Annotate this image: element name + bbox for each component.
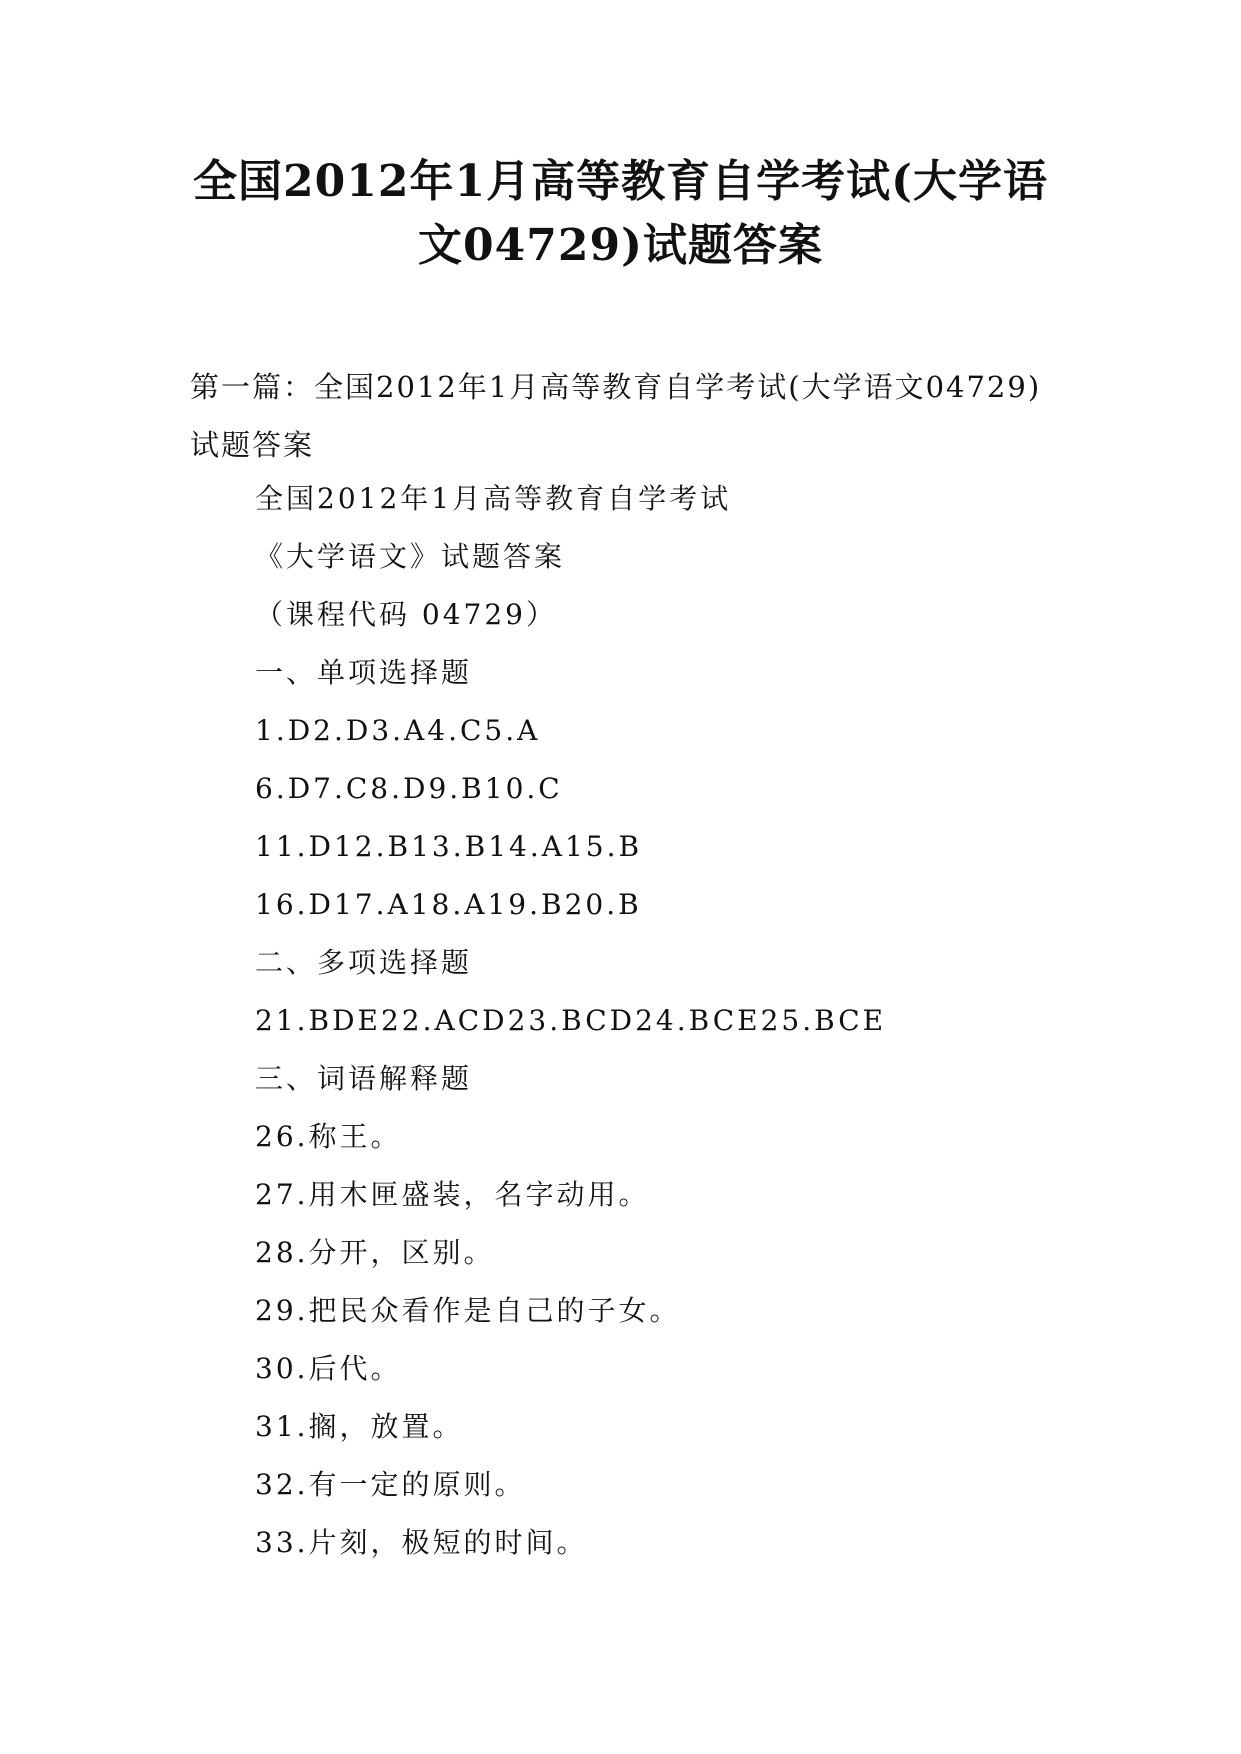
body-line: 27.用木匣盛装，名字动用。: [255, 1178, 650, 1211]
body-line: 33.片刻，极短的时间。: [255, 1526, 588, 1559]
body-line: 29.把民众看作是自己的子女。: [255, 1294, 681, 1327]
body-line: 30.后代。: [255, 1352, 402, 1385]
body-line: 全国2012年1月高等教育自学考试: [255, 482, 732, 515]
body-line: 一、单项选择题: [255, 656, 473, 689]
body-line: 11.D12.B13.B14.A15.B: [255, 830, 643, 863]
body-line: 16.D17.A18.A19.B20.B: [255, 888, 642, 921]
body-line: 21.BDE22.ACD23.BCD24.BCE25.BCE: [255, 1004, 887, 1037]
document-title: [150, 150, 1091, 278]
section-heading: 第一篇：全国2012年1月高等教育自学考试(大学语文04729)试题答案: [190, 370, 1042, 462]
body-line: 二、多项选择题: [255, 946, 473, 979]
answer-body: [255, 470, 1055, 1572]
body-line: 26.称王。: [255, 1120, 402, 1153]
body-line: （课程代码 04729）: [255, 598, 557, 631]
body-line: 《大学语文》试题答案: [255, 540, 566, 573]
body-line: 31.搁，放置。: [255, 1410, 464, 1443]
body-line: 6.D7.C8.D9.B10.C: [255, 772, 563, 805]
body-line: 28.分开，区别。: [255, 1236, 495, 1269]
document-title-line-2: 文04729)试题答案: [418, 220, 823, 271]
body-line: 1.D2.D3.A4.C5.A: [255, 714, 541, 747]
document-title-line-1: 全国2012年1月高等教育自学考试(大学语: [193, 156, 1048, 207]
body-line: 32.有一定的原则。: [255, 1468, 526, 1501]
body-line: 三、词语解释题: [255, 1062, 473, 1095]
